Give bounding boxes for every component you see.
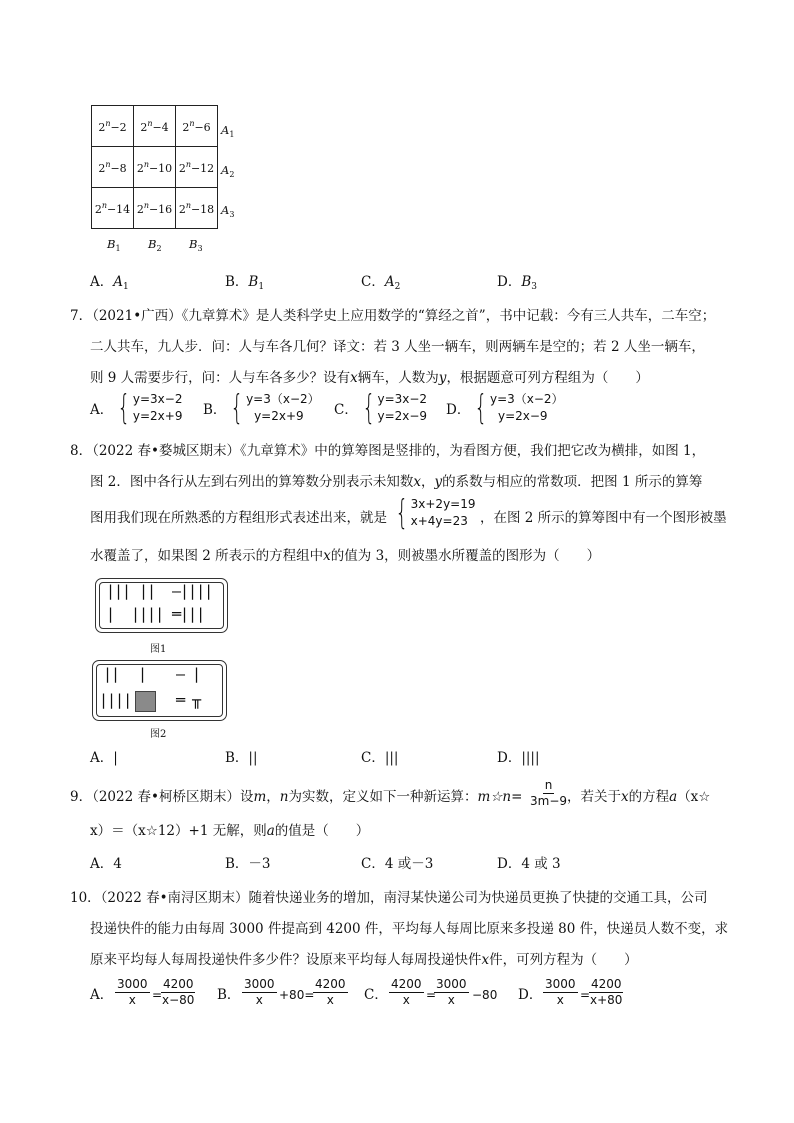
- q8-option-c[interactable]: C．|||: [361, 750, 399, 766]
- rod-cell: ═ ╥: [176, 691, 201, 709]
- text: 件，可列方程为（ ）: [489, 952, 638, 968]
- option-var: A: [384, 274, 395, 290]
- numerator: 3000: [545, 977, 576, 991]
- grid-cell: [176, 147, 218, 188]
- col-label-b1: [107, 237, 121, 253]
- numerator: 3000: [436, 977, 467, 991]
- fraction: [313, 977, 348, 1008]
- operator: +80=: [279, 988, 315, 1002]
- q9-option-c[interactable]: C．4 或－3: [361, 856, 434, 872]
- operator: =: [426, 988, 437, 1002]
- q8-option-d[interactable]: D．||||: [497, 750, 540, 766]
- col-label-letter: B: [107, 237, 116, 251]
- fraction: [588, 977, 624, 1008]
- row-label-letter: A: [221, 203, 230, 217]
- option-label: D．: [446, 402, 471, 418]
- operation: m☆n=: [477, 789, 523, 805]
- equation-system: [490, 391, 564, 425]
- text: ，根据题意可列方程组为（ ）: [446, 370, 649, 386]
- equation-system: [411, 496, 476, 530]
- q8-line-1: 8．（2022 春•婺城区期末）《九章算术》中的算筹图是竖排的，为看图方便，我们把它改为横排，如图 1，: [70, 443, 706, 459]
- cell-text: $2^n-6$: [182, 118, 211, 134]
- var-x: x: [323, 548, 331, 564]
- option-label: A．: [90, 987, 114, 1003]
- q8-option-a[interactable]: A．|: [90, 750, 118, 766]
- operator: −80: [472, 988, 498, 1002]
- text: 的系数与相应的常数项．把图 1 所示的算筹: [442, 474, 703, 490]
- q9-fraction: [528, 778, 569, 809]
- option-label: B．: [203, 402, 227, 418]
- var-a: a: [669, 789, 678, 805]
- row-label-sub: 1: [229, 130, 235, 139]
- q9-option-b[interactable]: B．－3: [225, 856, 271, 872]
- denominator: x: [255, 993, 263, 1007]
- rod-cell: ||||: [99, 691, 132, 709]
- text: 水覆盖了，如果图 2 所表示的方程组中: [90, 548, 324, 564]
- grid-cell: [176, 188, 218, 229]
- var-y: y: [434, 474, 443, 490]
- cell-text: $2^n-18$: [178, 200, 215, 216]
- col-label-sub: 3: [197, 244, 203, 253]
- numerator: 4200: [590, 977, 622, 991]
- equation: y=3x−2: [377, 392, 428, 406]
- numerator: n: [544, 778, 553, 792]
- text: 的方程: [628, 789, 670, 805]
- var-a: a: [266, 823, 275, 839]
- q6-option-a[interactable]: [90, 272, 129, 297]
- numerator: 4200: [391, 977, 422, 991]
- option-label: C．: [334, 402, 358, 418]
- rod-cell: |||: [106, 582, 131, 600]
- option-var: A: [113, 274, 123, 290]
- cell-text: $2^n-14$: [94, 200, 131, 216]
- rod-cell: |: [138, 665, 147, 683]
- brace-icon: {: [117, 388, 131, 428]
- equation: y=2x+9: [132, 409, 183, 423]
- cell-text: $2^n-2$: [98, 118, 127, 134]
- row-label-a2: [221, 163, 234, 179]
- q10-line-1: 10．（2022 春•南浔区期末）随着快递业务的增加，南浔某快递公司为快递员更换了快捷的交通工具，公司: [70, 890, 708, 906]
- denominator: x: [402, 993, 410, 1007]
- option-label: D．: [518, 987, 543, 1003]
- text: 的值为 3，则被墨水所覆盖的图形为（ ）: [330, 548, 601, 564]
- equation-system: [133, 391, 183, 425]
- cell-text: $2^n-8$: [98, 159, 127, 175]
- cell-text: $2^n-12$: [178, 159, 215, 175]
- denominator: x: [556, 993, 564, 1007]
- q8-equation-system: [391, 493, 476, 533]
- text: 辆车，人数为: [357, 370, 439, 386]
- q9-line-1-pre: [70, 787, 522, 807]
- figure-1-caption: 图1: [150, 644, 167, 655]
- numerator: 3000: [117, 977, 148, 991]
- option-label: B．: [225, 274, 249, 290]
- col-label-sub: 2: [156, 244, 162, 253]
- var-n: n: [279, 789, 289, 805]
- fraction: [389, 977, 424, 1008]
- option-label: A．: [90, 402, 114, 418]
- counting-rod-figure-1: [95, 578, 228, 633]
- exponent-grid: [91, 105, 218, 229]
- counting-rod-figure-2: [92, 660, 227, 721]
- option-var: B: [521, 274, 532, 290]
- cell-text: $2^n-10$: [136, 159, 173, 175]
- col-label-letter: B: [148, 237, 157, 251]
- fraction: [160, 977, 196, 1008]
- cell-text: $2^n-4$: [140, 118, 169, 134]
- text: 则 9 人需要步行，问：人与车各多少？设有: [90, 370, 351, 386]
- q6-option-c[interactable]: [361, 272, 400, 297]
- numerator: 4200: [162, 977, 194, 991]
- text: 9．（2022 春•柯桥区期末）设: [70, 789, 254, 805]
- equation: y=3（x−2）: [246, 392, 320, 406]
- option-sub: 2: [394, 282, 401, 292]
- q9-line-2: [90, 821, 369, 841]
- option-var: B: [248, 274, 259, 290]
- var-x: x: [350, 370, 358, 386]
- brace-icon: {: [362, 388, 376, 428]
- var-x: x: [481, 952, 490, 968]
- q8-line-3-post: ，在图 2 所示的算筹图中有一个图形被墨: [480, 510, 727, 526]
- rod-cell: |: [106, 605, 115, 623]
- text: ，: [421, 474, 435, 490]
- fraction: [115, 977, 150, 1008]
- var-y: y: [438, 370, 447, 386]
- denominator: x+80: [590, 993, 623, 1007]
- q8-option-b[interactable]: B．||: [225, 750, 258, 766]
- col-label-b3: [189, 237, 203, 253]
- fraction: [434, 977, 469, 1008]
- denominator: x: [326, 993, 334, 1007]
- rod-cell: ═|||: [172, 605, 205, 623]
- text: 原来平均每人每周投递快件多少件？设原来平均每人每周投递快件: [90, 952, 482, 968]
- grid-cell: [92, 147, 134, 188]
- grid-cell: [92, 188, 134, 229]
- q7-line-2: 二人共车，九人步．问：人与车各几何？译文：若 3 人坐一辆车，则两辆车是空的；若 2 人坐一辆车，: [90, 339, 705, 355]
- grid-cell: [134, 106, 176, 147]
- equation-system: [246, 391, 320, 425]
- q10-line-3: [90, 950, 638, 970]
- fraction: [242, 977, 277, 1008]
- brace-icon: {: [230, 388, 244, 428]
- option-sub: 3: [531, 282, 537, 292]
- row-label-sub: 3: [229, 210, 235, 219]
- text: 为实数，定义如下一种新运算：: [288, 789, 478, 805]
- option-label: D．: [497, 274, 522, 290]
- q6-option-b[interactable]: [225, 272, 264, 297]
- q7-option-d[interactable]: [446, 388, 564, 428]
- equation: y=2x−9: [497, 409, 548, 423]
- row-label-letter: A: [221, 163, 230, 177]
- rod-cell: ||: [139, 582, 156, 600]
- col-label-sub: 1: [115, 244, 121, 253]
- option-label: C．: [361, 274, 385, 290]
- text: （x☆: [677, 789, 711, 805]
- q9-option-a[interactable]: A．4: [90, 856, 122, 872]
- text: ，: [266, 789, 280, 805]
- q7-line-1: 7．（2021•广西）《九章算术》是人类科学史上应用数学的“算经之首”，书中记载：今有三人共车，二车空；: [70, 308, 716, 324]
- rod-cell: ||||: [131, 605, 164, 623]
- col-label-b2: [148, 237, 162, 253]
- operator: =: [580, 988, 591, 1002]
- denominator: x−80: [162, 993, 195, 1007]
- denominator: x: [128, 993, 136, 1007]
- q9-line-1-post: [567, 787, 710, 807]
- grid-cell: [176, 106, 218, 147]
- q8-line-3-pre: 图用我们现在所熟悉的方程组形式表述出来，就是: [90, 510, 387, 526]
- option-label: B．: [217, 987, 241, 1003]
- text: 图 2．图中各行从左到右列出的算筹数分别表示未知数: [90, 474, 414, 490]
- denominator: x: [447, 993, 455, 1007]
- option-label: A．: [90, 274, 114, 290]
- numerator: 3000: [244, 977, 275, 991]
- rod-cell: ||: [103, 665, 120, 683]
- equation: x+4y=23: [410, 514, 468, 528]
- q8-line-2: [90, 472, 702, 492]
- grid-cell: [134, 147, 176, 188]
- text: x）＝（x☆12）+1 无解，则: [90, 823, 267, 839]
- var-x: x: [413, 474, 422, 490]
- rod-cell: — |: [176, 665, 201, 683]
- var-m: m: [253, 789, 267, 805]
- brace-icon: {: [474, 388, 488, 428]
- q7-option-b[interactable]: [203, 388, 320, 428]
- rod-cell: —||||: [172, 582, 213, 600]
- brace-icon: {: [395, 493, 409, 533]
- equation-system: [377, 391, 427, 425]
- grid-cell: [134, 188, 176, 229]
- equation: 3x+2y=19: [410, 497, 476, 511]
- q10-line-2: 投递快件的能力由每周 3000 件提高到 4200 件，平均每人每周比原来多投递 80 件，快递员人数不变，求: [90, 921, 729, 937]
- row-label-a1: [221, 123, 234, 139]
- q7-line-3: [90, 368, 649, 388]
- equation: y=3（x−2）: [489, 392, 564, 406]
- col-label-letter: B: [189, 237, 198, 251]
- equation: y=3x−2: [132, 392, 183, 406]
- figure-2-caption: 图2: [150, 729, 167, 740]
- text: 的值是（ ）: [274, 823, 370, 839]
- operator: =: [152, 988, 163, 1002]
- option-sub: 1: [123, 282, 129, 292]
- option-sub: 1: [258, 282, 265, 292]
- equation: y=2x+9: [254, 409, 304, 423]
- q7-option-c[interactable]: [334, 388, 428, 428]
- fraction: [543, 977, 578, 1008]
- text: ，若关于: [567, 789, 621, 805]
- denominator: 3m−9: [530, 794, 568, 808]
- option-label: C．: [364, 987, 388, 1003]
- row-label-sub: 2: [229, 170, 235, 179]
- equation: y=2x−9: [377, 409, 428, 423]
- ink-covered-square: [135, 691, 156, 712]
- cell-text: $2^n-16$: [136, 200, 173, 216]
- q8-line-4: [90, 546, 600, 566]
- q6-option-d[interactable]: [497, 272, 537, 297]
- q9-option-d[interactable]: D．4 或 3: [497, 856, 561, 872]
- q7-option-a[interactable]: [90, 388, 183, 428]
- numerator: 4200: [315, 977, 346, 991]
- row-label-a3: [221, 203, 234, 219]
- grid-cell: [92, 106, 134, 147]
- var-x: x: [621, 789, 629, 805]
- row-label-letter: A: [221, 123, 230, 137]
